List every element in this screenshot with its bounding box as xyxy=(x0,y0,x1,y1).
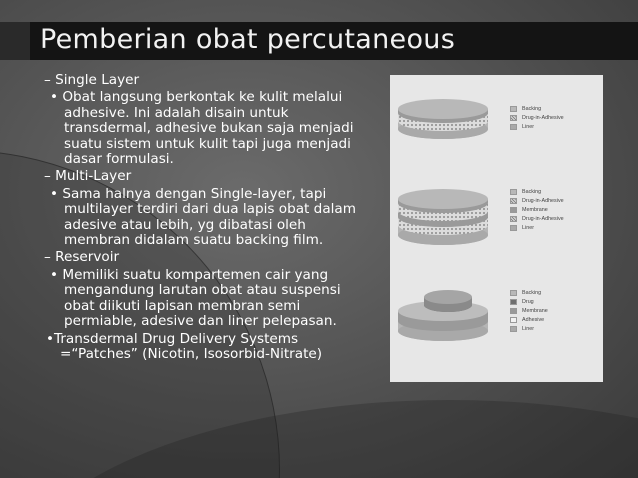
reservoir-patch xyxy=(398,290,488,341)
legend-label: Backing xyxy=(522,105,542,112)
legend-item xyxy=(510,288,548,297)
slide-title: Pemberian obat percutaneous xyxy=(40,24,456,55)
swatch xyxy=(510,189,517,195)
legend-item xyxy=(510,104,564,113)
legend-item xyxy=(510,324,548,333)
multi-layer-patch xyxy=(398,189,488,245)
legend-label: Liner xyxy=(522,325,534,332)
swatch xyxy=(510,216,517,222)
legend-item xyxy=(510,187,564,196)
legend-label: Backing xyxy=(522,188,542,195)
legend-item xyxy=(510,297,548,306)
legend-item xyxy=(510,196,564,205)
section-heading-reservoir: – Reservoir xyxy=(44,249,120,266)
legend-item xyxy=(510,122,564,131)
bullet-multi-layer: • Sama halnya dengan Single-layer, tapi multilayer terdiri dari dua lapis obat dalam adesive atau lebih, yg dibatasi oleh membran didalam suatu backing film. xyxy=(50,185,356,249)
legend-reservoir xyxy=(510,288,548,333)
legend-label: Drug xyxy=(522,298,534,305)
legend-label: Drug-in-Adhesive xyxy=(522,197,564,204)
legend-item xyxy=(510,315,548,324)
swatch xyxy=(510,326,517,332)
legend-label: Drug-in-Adhesive xyxy=(522,215,564,222)
single-layer-patch xyxy=(398,99,488,139)
swatch xyxy=(510,290,517,296)
legend-label: Adhesive xyxy=(522,316,545,323)
swatch xyxy=(510,207,517,213)
legend-label: Liner xyxy=(522,224,534,231)
swatch xyxy=(510,124,517,130)
swatch xyxy=(510,317,517,323)
legend-multi-layer xyxy=(510,187,564,232)
bullet-single-layer: • Obat langsung berkontak ke kulit melalui adhesive. Ini adalah disain untuk transdermal, adhesive bukan saja menjadi suatu sistem untuk kulit tapi juga menjadi dasar formulasi. xyxy=(50,89,354,168)
legend-item xyxy=(510,223,564,232)
content-body xyxy=(44,73,374,364)
patch-diagram-figure xyxy=(390,75,603,382)
legend-item xyxy=(510,306,548,315)
legend-item xyxy=(510,205,564,214)
bullet-reservoir: • Memiliki suatu kompartemen cair yang mengandung larutan obat atau suspensi obat diikuti lapisan membran semi permiable, adesive dan liner pelepasan. xyxy=(50,266,341,330)
section-heading-single-layer: – Single Layer xyxy=(44,72,140,88)
patch-diagrams xyxy=(390,75,603,382)
swatch xyxy=(510,198,517,204)
bullet-transdermal-patches: •Transdermal Drug Delivery Systems =“Patches” (Nicotin, Isosorbid-Nitrate) xyxy=(46,330,323,362)
section-heading-multi-layer: – Multi-Layer xyxy=(44,168,132,185)
legend-label: Drug-in-Adhesive xyxy=(522,114,564,121)
swatch xyxy=(510,299,517,305)
legend-label: Membrane xyxy=(522,307,548,314)
legend-label: Membrane xyxy=(522,206,548,213)
legend-label: Liner xyxy=(522,123,534,130)
swatch xyxy=(510,225,517,231)
legend-item xyxy=(510,113,564,122)
swatch xyxy=(510,115,517,121)
swatch xyxy=(510,106,517,112)
legend-item xyxy=(510,214,564,223)
title-accent xyxy=(0,22,30,60)
legend-label: Backing xyxy=(522,289,542,296)
swatch xyxy=(510,308,517,314)
legend-single-layer xyxy=(510,104,564,131)
